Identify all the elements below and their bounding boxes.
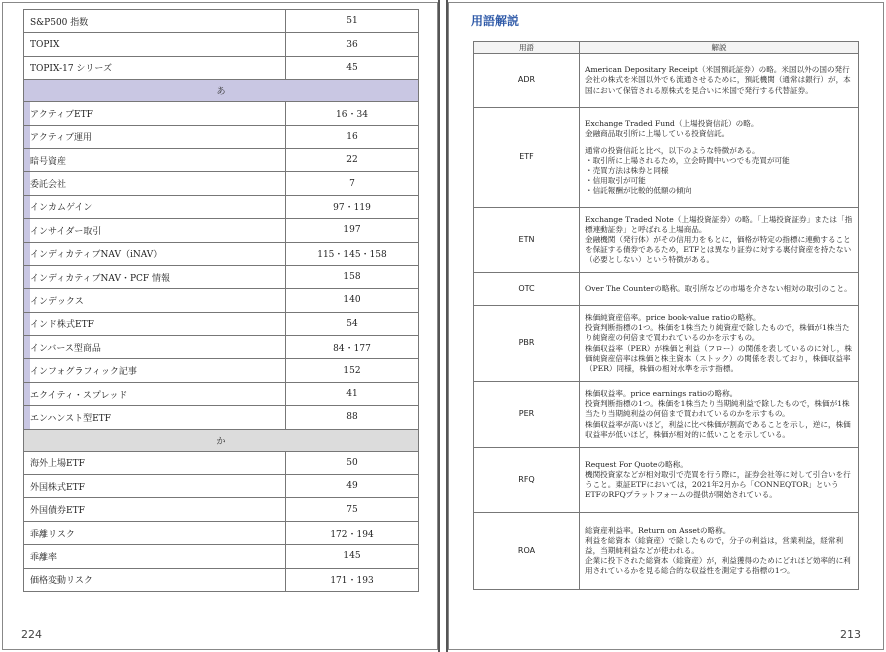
- glossary-term: PBR: [474, 306, 580, 382]
- index-row: [24, 568, 419, 591]
- index-term: インディカティブNAV（iNAV）: [24, 242, 286, 265]
- glossary-term: PER: [474, 382, 580, 448]
- glossary-col-desc: 解説: [580, 42, 859, 54]
- description-line: 利益を総資本（総資産）で除したもので，分子の利益は，営業利益，経常利益，当期純利益などが使われる。: [585, 535, 844, 555]
- description-line: 株価純資産倍率。price book-value ratioの略称。: [585, 313, 761, 323]
- index-row: [24, 451, 419, 474]
- description-line: Request For Quoteの略称。: [585, 459, 688, 469]
- index-section-header: [24, 429, 419, 451]
- description-line: 金融商品取引所に上場している投資信託。: [585, 128, 730, 138]
- index-term: 価格変動リスク: [24, 568, 286, 591]
- index-row: [24, 102, 419, 125]
- index-term: アクティブETF: [24, 102, 286, 125]
- index-pages: 197: [286, 219, 419, 242]
- index-term: 委託会社: [24, 172, 286, 195]
- glossary-description: [580, 54, 859, 108]
- index-row: [24, 172, 419, 195]
- glossary-description: [580, 306, 859, 382]
- right-page-glossary: [448, 2, 884, 650]
- description-line: Over The Counterの略称。取引所などの市場を介さない相対の取引のこと。: [585, 283, 852, 293]
- glossary-description: [580, 273, 859, 306]
- index-term: アクティブ運用: [24, 125, 286, 148]
- page-number-left: 224: [21, 628, 42, 641]
- left-page-edge: [438, 0, 440, 652]
- index-pages: 51: [286, 10, 419, 33]
- index-row: [24, 148, 419, 171]
- description-line: ・売買方法は株券と同様: [585, 166, 669, 175]
- index-row: [24, 521, 419, 544]
- index-pages: 88: [286, 406, 419, 429]
- page-number-right: 213: [840, 628, 861, 641]
- index-row: [24, 10, 419, 33]
- glossary-description: [580, 208, 859, 273]
- index-term: 外国債券ETF: [24, 498, 286, 521]
- glossary-term: OTC: [474, 273, 580, 306]
- description-line: 株価収益率が高いほど，利益に比べ株価が割高であることを示し，逆に，株価収益率が低いほど，株価が相対的に低いことを示している。: [585, 419, 851, 439]
- index-term: TOPIX-17 シリーズ: [24, 56, 286, 79]
- description-line: ・信用取引が可能: [585, 176, 646, 186]
- index-section-header: [24, 80, 419, 102]
- index-term: 乖離率: [24, 545, 286, 568]
- glossary-description: [580, 448, 859, 513]
- index-row: [24, 498, 419, 521]
- glossary-row: [474, 54, 859, 108]
- description-line: 金融機関（発行体）がその信用力をもとに，価格が特定の指標に連動することを保証する債券であるため，ETFとは異なり証券に対する裏付資産を持たない（必要としない）という特徴がある。: [585, 234, 852, 265]
- glossary-row: [474, 273, 859, 306]
- index-pages: 45: [286, 56, 419, 79]
- glossary-row: [474, 448, 859, 513]
- description-line: 企業に投下された総資本（総資産）が，利益獲得のためにどれほど効率的に利用されているかを見る総合的な収益性を測定する指標の1つ。: [585, 556, 851, 576]
- description-line: 機関投資家などが相対取引で売買を行う際に，証券会社等に対して引合いを行うこと。東証ETFにおいては，2021年2月から「CONNEQTOR」というETFのRFQプラットフォームの提供が開始されている。: [585, 469, 851, 500]
- glossary-term: ETF: [474, 108, 580, 208]
- glossary-row: [474, 108, 859, 208]
- index-pages: 171・193: [286, 568, 419, 591]
- index-row: [24, 406, 419, 429]
- glossary-row: [474, 306, 859, 382]
- glossary-col-term: 用語: [474, 42, 580, 54]
- index-row: [24, 56, 419, 79]
- index-pages: 140: [286, 289, 419, 312]
- paragraph-gap: [585, 139, 853, 146]
- index-term: エクイティ・スプレッド: [24, 382, 286, 405]
- index-table: [23, 9, 419, 592]
- index-row: [24, 289, 419, 312]
- index-pages: 41: [286, 382, 419, 405]
- index-row: [24, 382, 419, 405]
- glossary-term: ETN: [474, 208, 580, 273]
- index-pages: 50: [286, 451, 419, 474]
- index-pages: 75: [286, 498, 419, 521]
- section-label: か: [24, 429, 419, 451]
- index-term: インカムゲイン: [24, 195, 286, 218]
- glossary-term: ROA: [474, 513, 580, 590]
- glossary-description: [580, 382, 859, 448]
- glossary-description: [580, 513, 859, 590]
- index-row: [24, 336, 419, 359]
- index-pages: 97・119: [286, 195, 419, 218]
- description-line: Exchange Traded Note（上場投資証券）の略。「上場投資証券」または「指標連動証券」と呼ばれる上場商品。: [585, 214, 853, 234]
- index-term: エンハンスト型ETF: [24, 406, 286, 429]
- glossary-description: [580, 108, 859, 208]
- index-term: インフォグラフィック記事: [24, 359, 286, 382]
- index-term: S&P500 指数: [24, 10, 286, 33]
- index-term: インド株式ETF: [24, 312, 286, 335]
- index-pages: 54: [286, 312, 419, 335]
- index-row: [24, 242, 419, 265]
- index-pages: 84・177: [286, 336, 419, 359]
- index-row: [24, 219, 419, 242]
- index-term: 海外上場ETF: [24, 451, 286, 474]
- index-term: TOPIX: [24, 33, 286, 56]
- description-line: Exchange Traded Fund（上場投資信託）の略。: [585, 118, 759, 128]
- index-row: [24, 545, 419, 568]
- index-pages: 16・34: [286, 102, 419, 125]
- index-row: [24, 359, 419, 382]
- index-pages: 49: [286, 475, 419, 498]
- index-term: インデックス: [24, 289, 286, 312]
- description-line: 株価収益率。price earnings ratioの略称。: [585, 389, 738, 399]
- index-term: インサイダー取引: [24, 219, 286, 242]
- index-row: [24, 195, 419, 218]
- glossary-row: [474, 513, 859, 590]
- index-pages: 172・194: [286, 521, 419, 544]
- index-row: [24, 33, 419, 56]
- index-row: [24, 475, 419, 498]
- index-term: 暗号資産: [24, 148, 286, 171]
- index-pages: 115・145・158: [286, 242, 419, 265]
- description-line: American Depositary Receipt（米国預託証券）の略。米国以外の国の発行会社の株式を米国以外でも流通させるために，預託機関（通常は銀行）が，本国において保管される原株式を見合いに米国で発行する代替証券。: [585, 65, 851, 95]
- index-pages: 7: [286, 172, 419, 195]
- index-pages: 36: [286, 33, 419, 56]
- index-row: [24, 312, 419, 335]
- glossary-term: RFQ: [474, 448, 580, 513]
- description-line: 株価収益率（PER）が株価と利益（フロー）の関係を表しているのに対し，株価純資産倍率は株価と株主資本（ストック）の関係を表しており，株価収益率（PER）同様，株価の相対水準を示す指標。: [585, 343, 852, 373]
- glossary-term: ADR: [474, 54, 580, 108]
- index-term: インバース型商品: [24, 336, 286, 359]
- section-label: あ: [24, 80, 419, 102]
- index-pages: 145: [286, 545, 419, 568]
- description-line: ・取引所に上場されるため，立会時間中いつでも売買が可能: [585, 155, 790, 165]
- index-row: [24, 265, 419, 288]
- glossary-title: 用語解説: [471, 14, 520, 28]
- glossary-row: [474, 208, 859, 273]
- glossary-table: [473, 41, 859, 590]
- index-pages: 158: [286, 265, 419, 288]
- index-row: [24, 125, 419, 148]
- description-line: 投資判断指標の1つ。株価を1株当たり純資産で除したもので，株価が1株当たり純資産の何倍まで買われているのかを示すもの。: [585, 323, 850, 343]
- glossary-header-row: [474, 42, 859, 54]
- index-pages: 22: [286, 148, 419, 171]
- glossary-row: [474, 382, 859, 448]
- index-pages: 152: [286, 359, 419, 382]
- description-line: 通常の投資信託と比べ，以下のような特徴がある。: [585, 145, 760, 155]
- index-term: 外国株式ETF: [24, 475, 286, 498]
- left-page-index: [2, 2, 438, 650]
- index-pages: 16: [286, 125, 419, 148]
- description-line: 投資判断指標の1つ。株価を1株当たり当期純利益で除したもので，株価が1株当たり当期純利益の何倍まで買われているのかを示すもの。: [585, 399, 850, 419]
- index-term: インディカティブNAV・PCF 情報: [24, 265, 286, 288]
- description-line: 総資産利益率。Return on Assetの略称。: [585, 525, 731, 535]
- description-line: ・信託報酬が比較的低額の傾向: [585, 186, 692, 196]
- index-term: 乖離リスク: [24, 521, 286, 544]
